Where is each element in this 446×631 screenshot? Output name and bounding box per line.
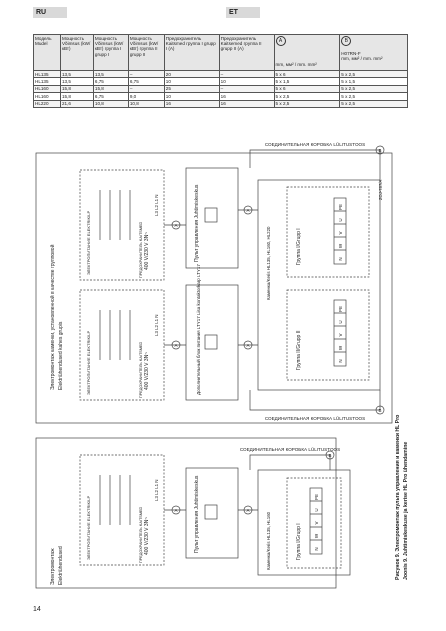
bottom-diagram-title-et: Elektriühendused xyxy=(58,546,64,585)
extra-block-lty17 xyxy=(186,285,238,400)
terminal-label: V xyxy=(338,231,343,235)
cell: 5 x 1,5 xyxy=(340,78,408,85)
terminal-label: V xyxy=(314,521,319,525)
marker-b-label: B xyxy=(378,148,382,153)
cell: 5 x 6 xyxy=(274,85,340,92)
group2-label: Группа II/Grupp II xyxy=(296,330,302,370)
header-cable-b-type: H07RN-F xyxy=(341,50,361,56)
cell: 5 x 6 xyxy=(274,71,340,78)
fuse-label: ПРЕДОХРАНИТЕЛЬ KAITSMED xyxy=(139,341,143,398)
phase-label: L3 L2 L1 N xyxy=(154,194,159,216)
cell: 13,5 xyxy=(60,78,93,85)
junction-box-label: СОЕДИНИТЕЛЬНАЯ КОРОБКА LÜLITUSTOOS xyxy=(264,416,366,421)
cell: HL220 xyxy=(34,100,61,107)
cell: 15,8 xyxy=(93,85,128,92)
cell: – xyxy=(219,85,274,92)
cell: 6,75 xyxy=(128,78,164,85)
header-power-group2: Мощность Võimsus (kW/кВт) группа II grupp II xyxy=(128,35,164,71)
control-unit-label: Пульт управления Juhtimiskeskus xyxy=(194,184,200,262)
cell: 10,8 xyxy=(93,100,128,107)
marker-a-label: A xyxy=(174,223,178,228)
cell: HL160 xyxy=(34,93,61,100)
cell: HL135 xyxy=(34,78,61,85)
top-diagram-title-et: Elektriühendused kahes grupis xyxy=(58,321,64,390)
language-tag-et: ET xyxy=(226,7,260,18)
figure-caption-et: Joonis 9. Juhtimiskeskuse ja kerise HL Pro ühendamine xyxy=(403,441,409,580)
terminal-label: V xyxy=(338,333,343,337)
cell: 9,0 xyxy=(128,93,164,100)
cell: 20 xyxy=(164,71,219,78)
terminal-label: PE xyxy=(314,493,319,501)
cell: – xyxy=(128,85,164,92)
header-fuse-group1: Предохранитель Kaitsmed группа I grupp I (A) xyxy=(164,35,219,71)
marker-a-label: A xyxy=(246,508,250,513)
supply-voltage-label: 400 V/230 V 3N~ xyxy=(144,351,150,390)
cell: 10 xyxy=(164,78,219,85)
supply-voltage-label: 400 V/230 V 3N~ xyxy=(144,516,150,555)
figure-caption-ru: Рисунок 9. Электромонтаж пульта управления и каменки HL Pro xyxy=(395,414,401,580)
marker-a-label: A xyxy=(246,343,250,348)
header-model: Модель Mudel xyxy=(34,35,61,71)
terminal-label: PE xyxy=(338,203,343,211)
terminal-label: N xyxy=(314,547,319,551)
terminal-label: N xyxy=(338,359,343,363)
cell: 13,5 xyxy=(93,71,128,78)
terminal-label: W xyxy=(338,345,343,351)
electrical-panel-bottom xyxy=(80,455,164,565)
junction-box-label: СОЕДИНИТЕЛЬНАЯ КОРОБКА LÜLITUSTOOS xyxy=(239,447,341,452)
cell: 5 x 2,5 xyxy=(274,93,340,100)
heater-top xyxy=(258,180,380,390)
header-power: Мощность Võimsus (kW/кВт) xyxy=(60,35,93,71)
elec-panel-label: ЭЛЕКТРОПИТАНИЕ ELEKTRIKILP xyxy=(86,210,91,275)
cell: 21,6 xyxy=(60,100,93,107)
cell: 6,75 xyxy=(93,78,128,85)
control-unit-label: Пульт управления Juhtimiskeskus xyxy=(194,475,200,553)
cell: 5 x 2,5 xyxy=(340,71,408,78)
cell: 16 xyxy=(219,93,274,100)
header-cable-b-unit: mm, мм² / mm. mm² xyxy=(341,56,383,62)
supply-voltage-label: 400 V/230 V 3N~ xyxy=(144,231,150,270)
drawing-code: ZOJ-787/A xyxy=(378,179,383,200)
elec-panel-label: ЭЛЕКТРОПИТАНИЕ ELEKTRIKILP xyxy=(86,330,91,395)
cell: 15,8 xyxy=(60,93,93,100)
cell: – xyxy=(219,71,274,78)
header-fuse-group2: Предохранитель Kaitsemed группа II grupp II (A) xyxy=(219,35,274,71)
heater-bottom-label: Каменка/Keris HL135, HL160 xyxy=(266,511,271,570)
terminal-label: U xyxy=(338,218,343,222)
header-cable-a-unit: mm, мм² / mm. mm² xyxy=(275,61,317,67)
junction-box-label: СОЕДИНИТЕЛЬНАЯ КОРОБКА LÜLITUSTOOS xyxy=(264,142,366,147)
cell: 13,5 xyxy=(60,71,93,78)
cell: 5 x 2,5 xyxy=(340,85,408,92)
elec-panel-label: ЭЛЕКТРОПИТАНИЕ ELEKTRIKILP xyxy=(86,495,91,560)
group1-label: Группа I/Grupp I xyxy=(296,228,302,265)
top-diagram-title: Электромонтаж каменки, установленной в качестве групповой xyxy=(50,244,56,390)
page-number: 14 xyxy=(33,606,41,613)
control-panel-icon xyxy=(205,505,217,519)
cell: 5 x 2,5 xyxy=(274,100,340,107)
fuse-label: ПРЕДОХРАНИТЕЛЬ KAITSMED xyxy=(139,221,143,278)
control-panel-icon xyxy=(205,208,217,222)
cell: 10,8 xyxy=(128,100,164,107)
cell: 16 xyxy=(219,100,274,107)
cell: HL160 xyxy=(34,85,61,92)
language-tag-ru: RU xyxy=(33,7,67,18)
terminal-label: PE xyxy=(338,305,343,313)
heater-top-label: Каменка/Keris HL135, HL160, HL220 xyxy=(266,226,271,300)
group1-label: Группа I/Grupp I xyxy=(296,523,302,560)
cell: 10 xyxy=(164,93,219,100)
cell: 5 x 2,5 xyxy=(340,93,408,100)
marker-b-icon: B xyxy=(341,36,351,46)
marker-b-label: B xyxy=(328,453,332,458)
marker-b-label: B xyxy=(378,408,382,413)
cell: 5 x 2,5 xyxy=(340,100,408,107)
terminal-label: W xyxy=(314,533,319,539)
cell: 15,8 xyxy=(60,85,93,92)
marker-a-label: A xyxy=(174,508,178,513)
electrical-panel-group2 xyxy=(80,290,164,400)
terminal-label: W xyxy=(338,243,343,249)
terminal-label: U xyxy=(314,508,319,512)
marker-a-label: A xyxy=(174,343,178,348)
header-power-group1: Мощность Võimsus (kW/кВт) группа I grupp I xyxy=(93,35,128,71)
electrical-panel-group1 xyxy=(80,170,164,280)
cell: 6,75 xyxy=(93,93,128,100)
phase-label: L3 L2 L1 N xyxy=(154,479,159,501)
cell: 16 xyxy=(164,100,219,107)
cell: 5 x 1,5 xyxy=(274,78,340,85)
phase-label: L3 L2 L1 N xyxy=(154,314,159,336)
terminal-label: N xyxy=(338,257,343,261)
fuse-label: ПРЕДОХРАНИТЕЛЬ KAITSMED xyxy=(139,506,143,563)
cell: 25 xyxy=(164,85,219,92)
marker-a-label: A xyxy=(246,208,250,213)
cell: 10 xyxy=(219,78,274,85)
cell: HL135 xyxy=(34,71,61,78)
contactor-icon xyxy=(205,335,217,349)
extra-block-label: Дополнительный блок питания LTY17 Lisa kontaktorkarp LTY17 xyxy=(196,264,201,395)
terminal-label: U xyxy=(338,320,343,324)
bottom-diagram-title: Электромонтаж xyxy=(50,548,56,585)
cell: – xyxy=(128,71,164,78)
marker-a-icon: A xyxy=(276,36,286,46)
